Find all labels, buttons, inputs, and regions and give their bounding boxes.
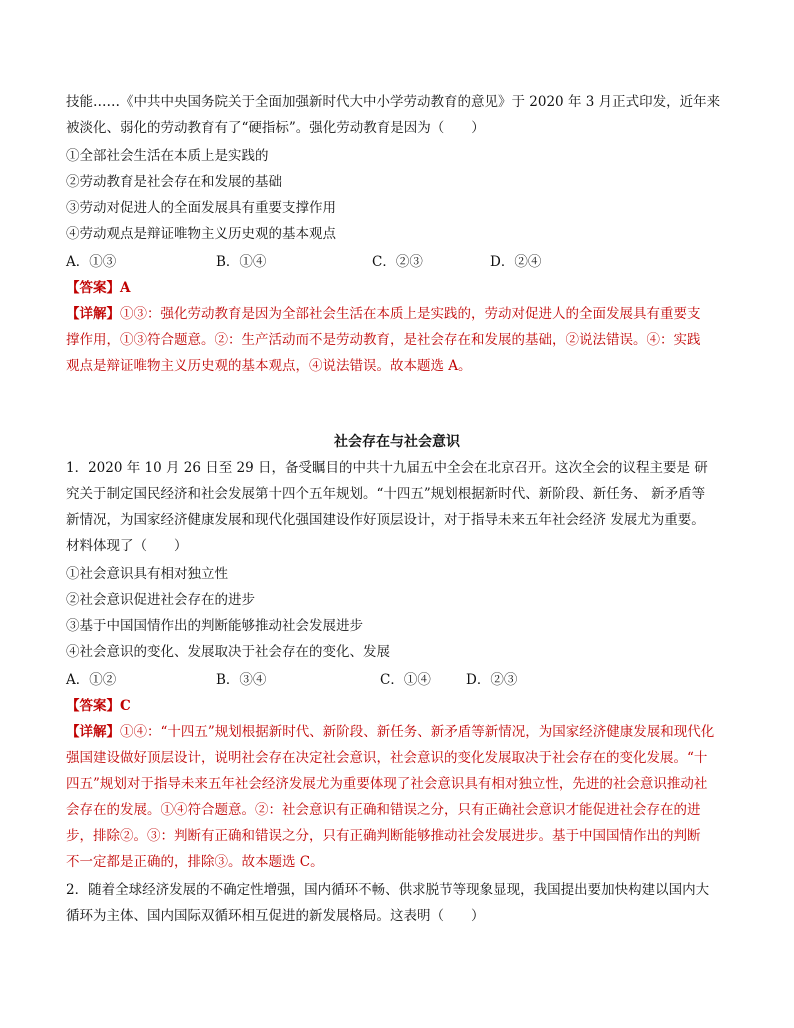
q-prev-statement-2: ②劳动教育是社会存在和发展的基础	[66, 174, 282, 190]
q-prev-statement-1: ①全部社会生活在本质上是实践的	[66, 148, 269, 164]
q1-detail-line-6: 不一定都是正确的，排除③。故本题选 C。	[66, 854, 324, 870]
answer-tag: 【答案】	[66, 698, 120, 714]
q-prev-option-a: A．①③	[66, 254, 117, 270]
q-prev-statement-3: ③劳动对促进人的全面发展具有重要支撑作用	[66, 200, 336, 216]
q-prev-detail-line-3: 观点是辩证唯物主义历史观的基本观点，④说法错误。故本题选 A。	[66, 358, 472, 374]
q1-detail-line-3: 四五”规划对于指导未来五年社会经济发展尤为重要体现了社会意识具有相对独立性，先进的社会意识推动社	[66, 776, 708, 792]
q1-detail-line-2: 强国建设做好顶层设计，说明社会存在决定社会意识，社会意识的变化发展取决于社会存在的变化发展。“十	[66, 750, 708, 766]
q-prev-stem-line-2: 被淡化、弱化的劳动教育有了“硬指标”。强化劳动教育是因为（ ）	[66, 120, 485, 136]
q1-statement-2: ②社会意识促进社会存在的进步	[66, 592, 255, 608]
answer-value: C	[120, 698, 131, 714]
q1-option-b: B．③④	[216, 672, 267, 688]
q2-stem-line-2: 循环为主体、国内国际双循环相互促进的新发展格局。这表明（ ）	[66, 908, 485, 924]
q1-detail-line-5: 步，排除②。③：判断有正确和错误之分，只有正确判断能够推动社会发展进步。基于中国国情作出的判断	[66, 828, 701, 844]
q-prev-stem-line-1: 技能……《中共中央国务院关于全面加强新时代大中小学劳动教育的意见》于 2020 年 3 月正式印发，近年来	[66, 94, 721, 110]
q-prev-option-d: D．②④	[490, 254, 542, 270]
q-prev-option-b: B．①④	[216, 254, 267, 270]
q1-statement-3: ③基于中国国情作出的判断能够推动社会发展进步	[66, 618, 363, 634]
q1-stem-line-4: 材料体现了（ ）	[66, 538, 188, 554]
q1-statement-1: ①社会意识具有相对独立性	[66, 566, 228, 582]
detail-text: ①④：“十四五”规划根据新时代、新阶段、新任务、新矛盾等新情况，为国家经济健康发展和现代化	[120, 724, 715, 740]
q1-option-c: C．①④	[380, 672, 431, 688]
answer-tag: 【答案】	[66, 280, 120, 296]
q1-stem-line-1: 1．2020 年 10 月 26 日至 29 日，备受瞩目的中共十九届五中全会在北京召开。这次全会的议程主要是 研	[66, 460, 708, 476]
q-prev-option-c: C．②③	[372, 254, 423, 270]
detail-tag: 【详解】	[66, 306, 120, 322]
section-title: 社会存在与社会意识	[334, 434, 460, 450]
q-prev-detail-line-2: 撑作用，①③符合题意。②：生产活动而不是劳动教育，是社会存在和发展的基础，②说法错误。④：实践	[66, 332, 701, 348]
q1-statement-4: ④社会意识的变化、发展取决于社会存在的变化、发展	[66, 644, 390, 660]
q1-answer	[66, 696, 131, 716]
detail-tag: 【详解】	[66, 724, 120, 740]
q1-stem-line-3: 新情况，为国家经济健康发展和现代化强国建设作好顶层设计，对于指导未来五年社会经济 发展尤为重要。	[66, 512, 705, 528]
q1-stem-line-2: 究关于制定国民经济和社会发展第十四个五年规划。“十四五”规划根据新时代、新阶段、新任务、 新矛盾等	[66, 486, 706, 502]
q-prev-statement-4: ④劳动观点是辩证唯物主义历史观的基本观点	[66, 226, 336, 242]
q1-detail-line-4: 会存在的发展。①④符合题意。②：社会意识有正确和错误之分，只有正确社会意识才能促进社会存在的进	[66, 802, 701, 818]
q-prev-detail-line-1	[66, 304, 701, 324]
q1-option-d: D．②③	[466, 672, 518, 688]
q2-stem-line-1: 2．随着全球经济发展的不确定性增强，国内循环不畅、供求脱节等现象显现，我国提出要加快构建以国内大	[66, 882, 710, 898]
q1-detail-line-1	[66, 722, 714, 742]
q-prev-answer	[66, 278, 130, 298]
answer-value: A	[120, 280, 131, 296]
detail-text: ①③：强化劳动教育是因为全部社会生活在本质上是实践的，劳动对促进人的全面发展具有重要支	[120, 306, 701, 322]
q1-option-a: A．①②	[66, 672, 117, 688]
